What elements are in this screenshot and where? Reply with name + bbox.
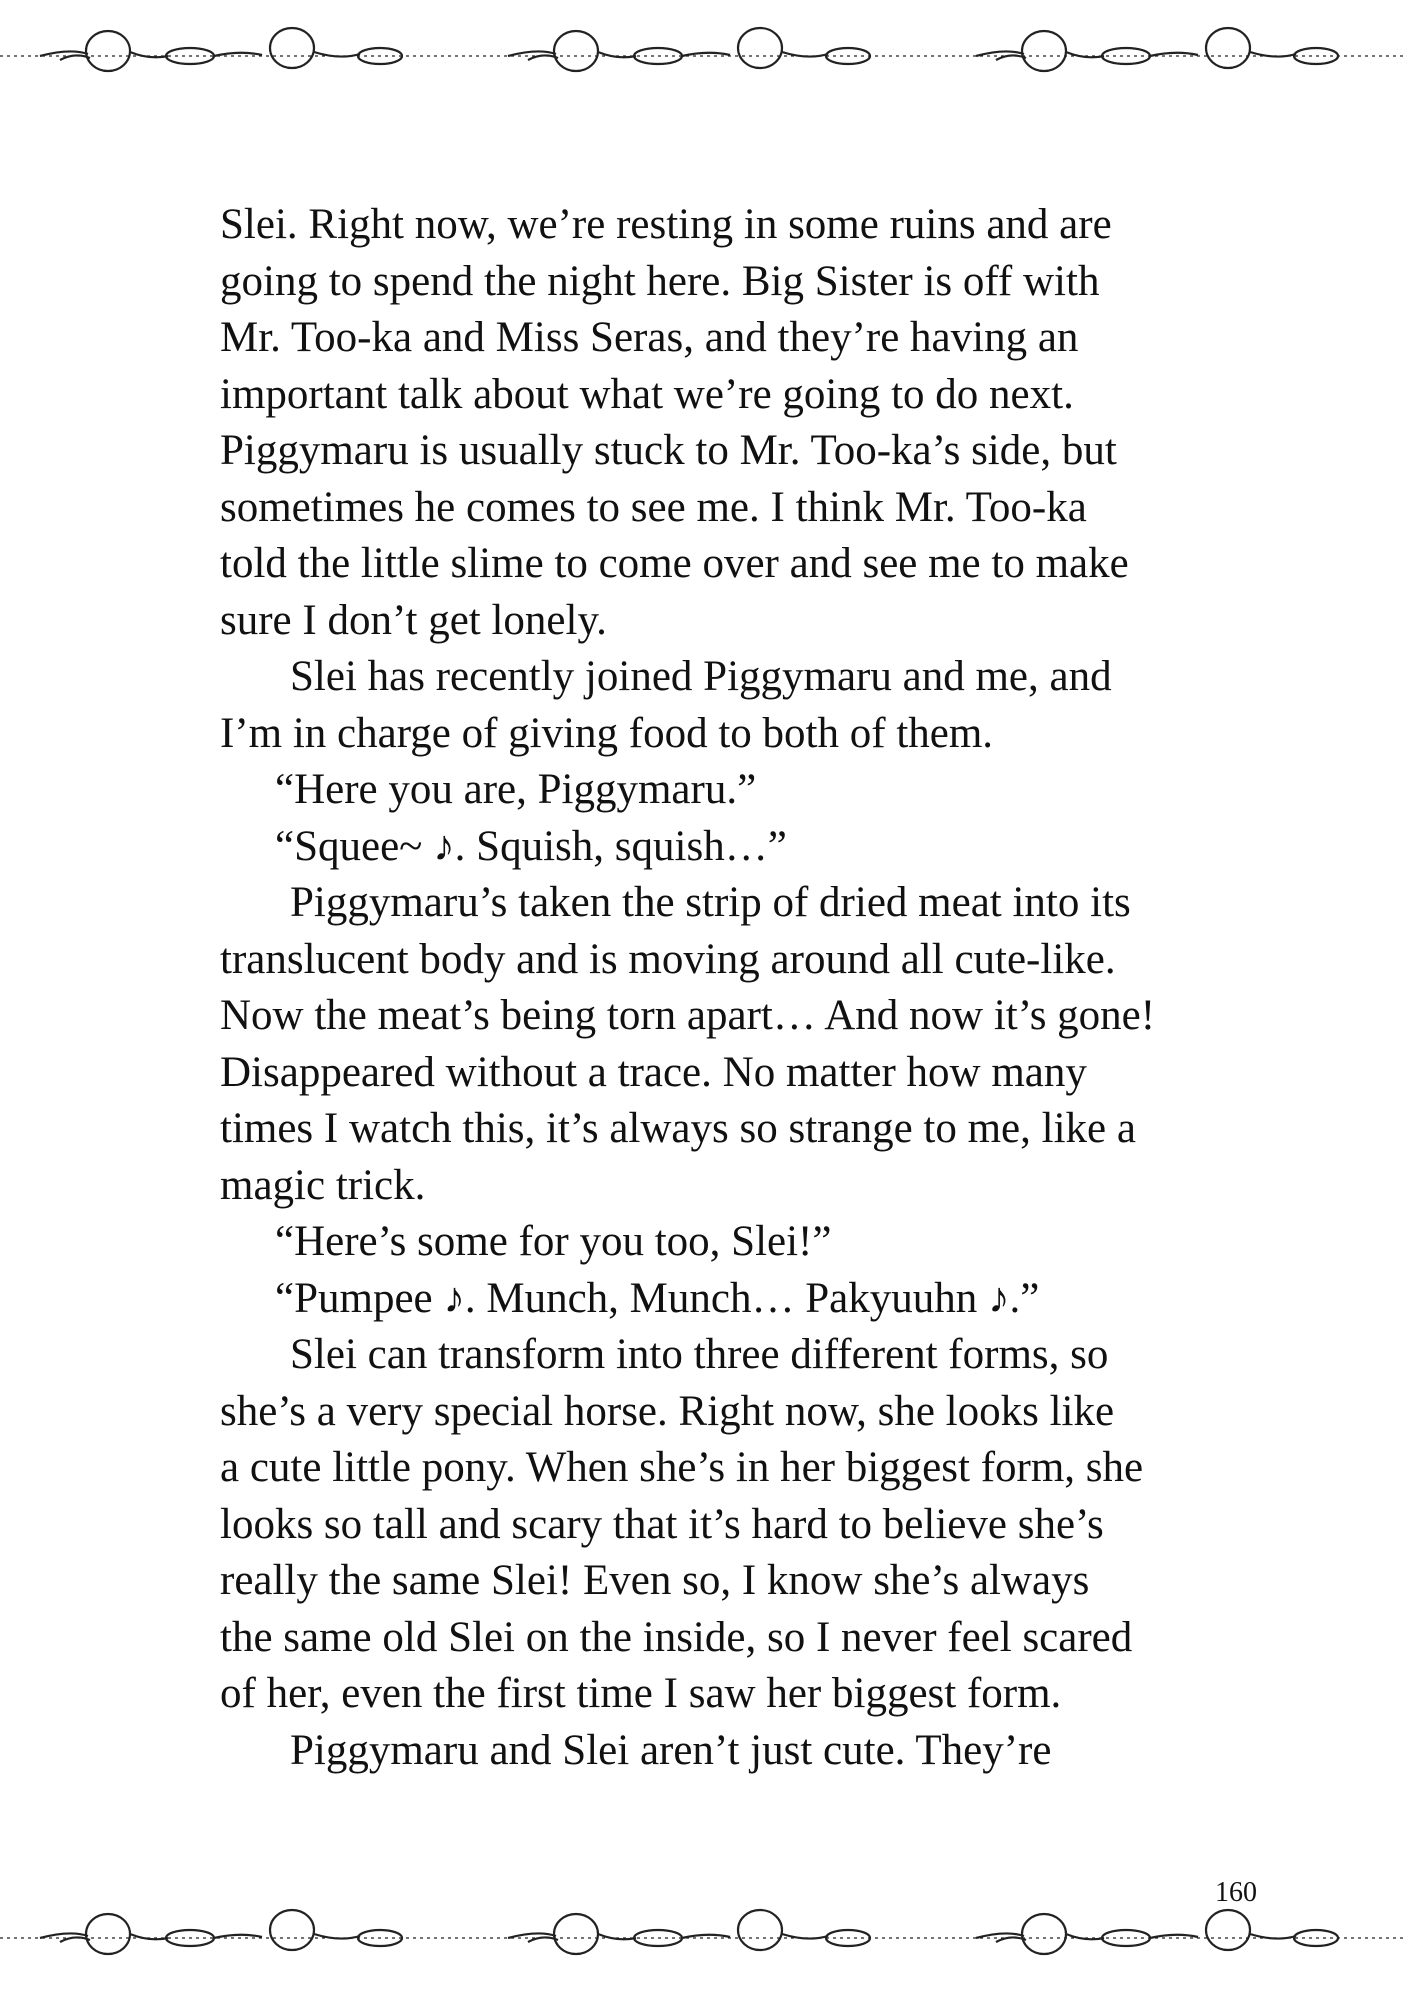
text-line: sure I don’t get lonely. (220, 596, 607, 644)
text-line: Slei has recently joined Piggymaru and me, and (290, 653, 1112, 700)
dialogue-line: “Squee~ ♪. Squish, squish…” (275, 822, 787, 870)
text-line: times I watch this, it’s always so strange to me, like a (220, 1105, 1136, 1152)
text-line: Piggymaru is usually stuck to Mr. Too-ka’s side, but (220, 427, 1117, 474)
text-line: going to spend the night here. Big Sister is off with (220, 257, 1100, 305)
text-line: of her, even the first time I saw her biggest form. (220, 1670, 1062, 1717)
text-line: the same old Slei on the inside, so I never feel scared (220, 1613, 1133, 1661)
text-line: I’m in charge of giving food to both of them. (220, 709, 994, 757)
bottom-chain-border-icon (0, 1898, 1403, 1978)
text-line: she’s a very special horse. Right now, she looks like (220, 1387, 1115, 1435)
body-text (220, 197, 1220, 1779)
dialogue-line: “Pumpee ♪. Munch, Munch… Pakyuuhn ♪.” (275, 1274, 1040, 1322)
text-line: Disappeared without a trace. No matter how many (220, 1048, 1087, 1096)
text-line: sometimes he comes to see me. I think Mr. Too-ka (220, 483, 1087, 531)
page-number: 160 (1215, 1877, 1257, 1908)
dialogue-line: “Here you are, Piggymaru.” (275, 766, 757, 813)
text-line: Piggymaru’s taken the strip of dried meat into its (290, 879, 1131, 926)
text-line: Piggymaru and Slei aren’t just cute. They’re (290, 1726, 1052, 1774)
text-line: magic trick. (220, 1161, 426, 1209)
text-line: Slei can transform into three different forms, so (290, 1331, 1109, 1378)
top-chain-border-icon (0, 8, 1403, 88)
text-line: important talk about what we’re going to do next. (220, 370, 1074, 418)
text-line: told the little slime to come over and see me to make (220, 540, 1129, 587)
text-line: Slei. Right now, we’re resting in some ruins and are (220, 201, 1112, 248)
text-line: really the same Slei! Even so, I know she’s always (220, 1557, 1090, 1604)
text-line: looks so tall and scary that it’s hard to believe she’s (220, 1500, 1104, 1548)
text-line: a cute little pony. When she’s in her biggest form, she (220, 1444, 1144, 1491)
text-line: translucent body and is moving around all cute-like. (220, 935, 1116, 983)
text-line: Now the meat’s being torn apart… And now it’s gone! (220, 992, 1156, 1039)
text-line: Mr. Too-ka and Miss Seras, and they’re having an (220, 314, 1079, 361)
dialogue-line: “Here’s some for you too, Slei!” (275, 1218, 832, 1265)
